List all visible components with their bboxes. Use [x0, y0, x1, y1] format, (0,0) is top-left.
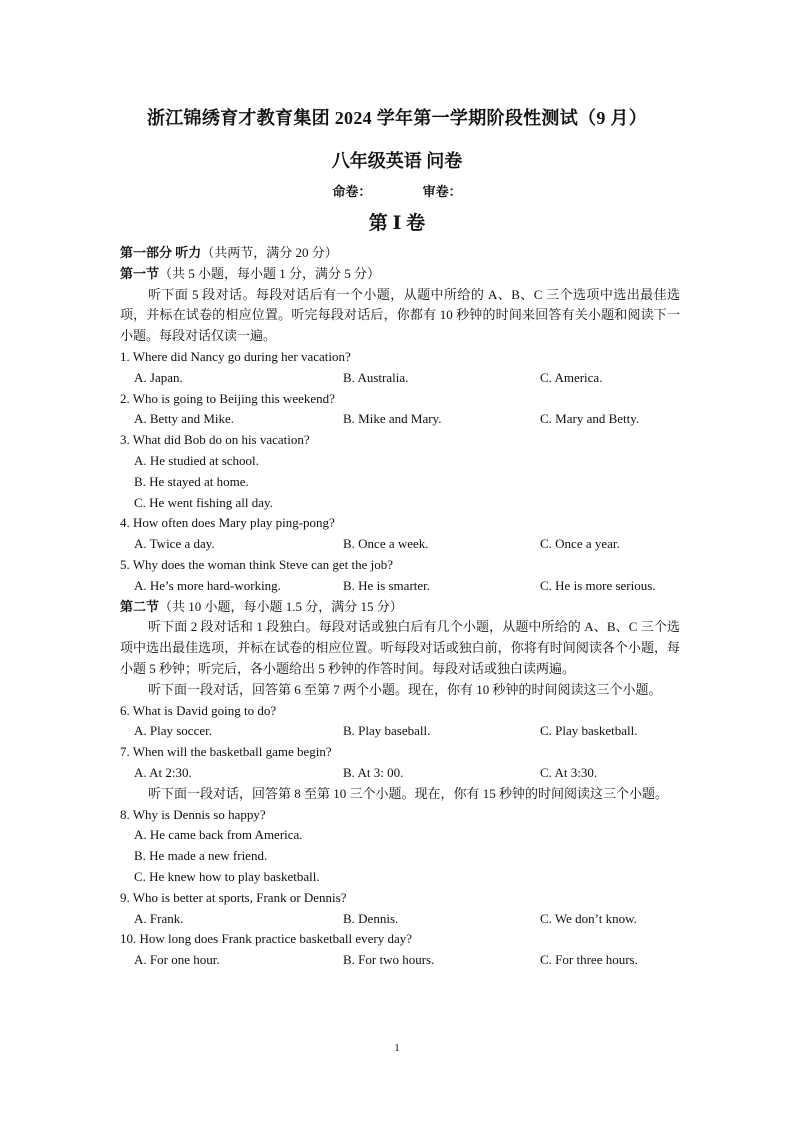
reviewer-label: 审卷： — [422, 184, 462, 199]
option-c: C. America. — [540, 369, 603, 385]
option-a: A. He came back from America. — [134, 827, 303, 843]
section2-instructions: 听下面 2 段对话和 1 段独白。每段对话或独白后有几个小题，从题中所给的 A、B、C 三个选项中选出最佳选项，并标在试卷的相应位置。听每段对话或独白前，你将有时间阅读各个小题，每小题 5 秒钟；听完后，各小题给出 5 秒钟的作答时间。每段对话或独白读两遍。 — [120, 619, 680, 676]
option-b: B. For two hours. — [343, 952, 435, 968]
option-b: B. He is smarter. — [343, 577, 431, 593]
option-b: B. Mike and Mary. — [343, 411, 442, 427]
question-8: 8. Why is Dennis so happy? — [120, 806, 266, 822]
option-a: A. For one hour. — [134, 952, 220, 968]
option-a: A. At 2:30. — [134, 764, 192, 780]
options-row — [120, 721, 680, 742]
options-row — [120, 368, 680, 389]
option-c: C. Once a year. — [540, 536, 620, 552]
options-row — [120, 763, 680, 784]
section2-heading: 第二节（共 10 小题，每小题 1.5 分，满分 15 分） — [120, 598, 403, 614]
option-a: A. He’s more hard-working. — [134, 577, 281, 593]
author-line — [0, 181, 794, 200]
option-c: C. He is more serious. — [540, 577, 656, 593]
option-a: A. Japan. — [134, 369, 183, 385]
option-b: B. Dennis. — [343, 910, 399, 926]
question-2: 2. Who is going to Beijing this weekend? — [120, 390, 335, 406]
exam-title: 浙江锦绣育才教育集团 2024 学年第一学期阶段性测试（9 月） — [146, 108, 648, 128]
option-a: A. Betty and Mike. — [134, 411, 235, 427]
question-10: 10. How long does Frank practice basketball every day? — [120, 931, 413, 947]
dialog1-intro: 听下面一段对话，回答第 6 至第 7 两个小题。现在，你有 10 秒钟的时间阅读这三个小题。 — [148, 681, 662, 697]
question-3: 3. What did Bob do on his vacation? — [120, 432, 310, 448]
option-c: C. We don’t know. — [540, 910, 637, 926]
options-row — [120, 909, 680, 930]
option-b: B. Australia. — [343, 369, 409, 385]
volume-heading: 第 Ⅰ 卷 — [368, 213, 426, 234]
exam-subtitle: 八年级英语 问卷 — [331, 151, 463, 171]
option-a: A. He studied at school. — [134, 452, 259, 468]
option-c: C. At 3:30. — [540, 764, 598, 780]
question-5: 5. Why does the woman think Steve can get the job? — [120, 556, 394, 572]
option-a: A. Twice a day. — [134, 536, 215, 552]
option-a: A. Frank. — [134, 910, 184, 926]
option-c: C. Play basketball. — [540, 723, 638, 739]
author-label: 命卷： — [332, 184, 372, 199]
options-row — [120, 409, 680, 430]
option-b: B. At 3: 00. — [343, 764, 404, 780]
option-c: C. Mary and Betty. — [540, 411, 640, 427]
option-a: A. Play soccer. — [134, 723, 212, 739]
part1-heading: 第一部分 听力（共两节，满分 20 分） — [120, 245, 338, 260]
option-c: C. For three hours. — [540, 952, 638, 968]
question-4: 4. How often does Mary play ping-pong? — [120, 515, 335, 531]
options-row — [120, 576, 680, 597]
question-7: 7. When will the basketball game begin? — [120, 744, 332, 760]
question-1: 1. Where did Nancy go during her vacation? — [120, 348, 351, 364]
section1-instructions: 听下面 5 段对话。每段对话后有一个小题，从题中所给的 A、B、C 三个选项中选出最佳选项，并标在试卷的相应位置。听完每段对话后，你都有 10 秒钟的时间来回答有关小题和阅读下一小题。每段对话仅读一遍。 — [120, 286, 680, 344]
page-number: 1 — [394, 1042, 400, 1054]
option-b: B. Play baseball. — [343, 723, 431, 739]
question-9: 9. Who is better at sports, Frank or Dennis? — [120, 889, 347, 905]
section1-heading: 第一节（共 5 小题，每小题 1 分，满分 5 分） — [120, 265, 381, 281]
exam-content — [120, 243, 680, 971]
option-b: B. He stayed at home. — [134, 473, 249, 489]
dialog2-intro: 听下面一段对话，回答第 8 至第 10 三个小题。现在，你有 15 秒钟的时间阅读这三个小题。 — [148, 785, 669, 801]
question-6: 6. What is David going to do? — [120, 702, 277, 718]
option-b: B. Once a week. — [343, 536, 429, 552]
options-row — [120, 534, 680, 555]
option-c: C. He knew how to play basketball. — [134, 868, 320, 884]
options-row — [120, 950, 680, 971]
option-c: C. He went fishing all day. — [134, 494, 273, 510]
option-b: B. He made a new friend. — [134, 848, 268, 864]
